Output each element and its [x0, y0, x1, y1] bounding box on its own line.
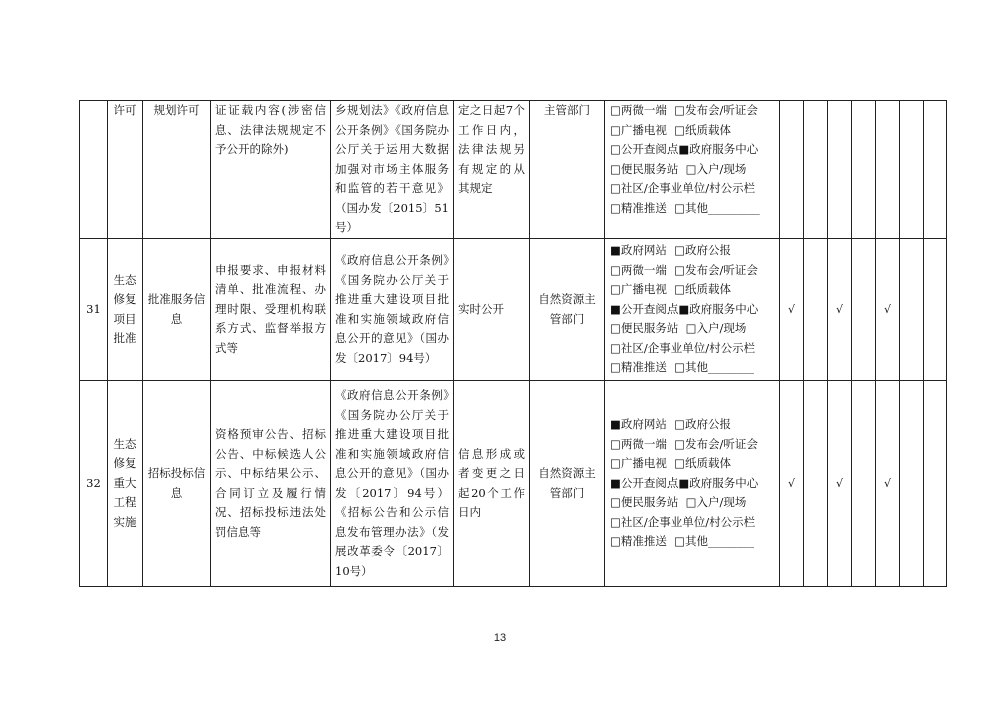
channel-line: □便民服务站 □入户/现场 [610, 321, 747, 336]
channel-line: □便民服务站 □入户/现场 [610, 161, 747, 176]
row-content: 申报要求、申报材料清单、批准流程、办理时限、受理机构联系方式、监督举报方式等 [211, 239, 331, 381]
mark-cell [924, 381, 947, 587]
mark-cell: √ [780, 381, 804, 587]
row-item: 规划许可 [143, 101, 211, 239]
mark-cell: √ [780, 239, 804, 381]
row-channels [605, 101, 780, 239]
mark-cell: √ [828, 381, 852, 587]
mark-cell [924, 239, 947, 381]
mark-cell [804, 381, 828, 587]
channel-line: □广播电视 □纸质载体 [610, 456, 732, 471]
channel-line: □精准推送 □其他_________ [610, 200, 760, 215]
row-category: 生态修复项目批准 [108, 239, 143, 381]
mark-cell [804, 239, 828, 381]
channel-line: ■公开查阅点■政府服务中心 [610, 475, 759, 490]
mark-cell: √ [876, 381, 900, 587]
mark-cell [852, 381, 876, 587]
row-channels [605, 381, 780, 587]
channel-line: ■政府网站 □政府公报 [610, 243, 732, 258]
row-channels [605, 239, 780, 381]
row-basis: 乡规划法》《政府信息公开条例》《国务院办公厅关于运用大数据加强对市场主体服务和监管的若干意见》（国办发〔2015〕51号） [331, 101, 454, 239]
row-time-limit: 定之日起7个工作日内，法律法规另有规定的从其规定 [454, 101, 530, 239]
mark-cell [828, 101, 852, 239]
table-row [80, 101, 947, 239]
row-index [80, 101, 108, 239]
row-index: 31 [80, 239, 108, 381]
row-department: 自然资源主管部门 [530, 381, 605, 587]
row-time-limit: 实时公开 [454, 239, 530, 381]
channel-line: □广播电视 □纸质载体 [610, 282, 732, 297]
channel-line: □两微一端 □发布会/听证会 [610, 436, 758, 451]
row-time-limit: 信息形成或者变更之日起20个工作日内 [454, 381, 530, 587]
disclosure-table [79, 100, 947, 587]
row-category: 生态修复重大工程实施 [108, 381, 143, 587]
channel-line: □社区/企事业单位/村公示栏 [610, 340, 756, 355]
page-number: 13 [493, 632, 507, 644]
channel-line: □社区/企事业单位/村公示栏 [610, 514, 756, 529]
row-basis: 《政府信息公开条例》《国务院办公厅关于推进重大建设项目批准和实施领域政府信息公开的意见》（国办发〔2017〕94号）《招标公告和公示信息发布管理办法》（发展改革委令〔2017〕10号） [331, 381, 454, 587]
channel-line: □广播电视 □纸质载体 [610, 122, 732, 137]
table-row [80, 239, 947, 381]
mark-cell [852, 239, 876, 381]
channel-line: □两微一端 □发布会/听证会 [610, 103, 758, 117]
row-item: 批准服务信息 [143, 239, 211, 381]
row-content: 证证载内容(涉密信息、法律法规规定不予公开的除外) [211, 101, 331, 239]
mark-cell [804, 101, 828, 239]
row-category: 许可 [108, 101, 143, 239]
channel-line: ■政府网站 □政府公报 [610, 417, 732, 432]
mark-cell: √ [876, 239, 900, 381]
mark-cell [924, 101, 947, 239]
channel-line: □精准推送 □其他________ [610, 360, 755, 375]
row-content: 资格预审公告、招标公告、中标候选人公示、中标结果公示、合同订立及履行情况、招标投标违法处罚信息等 [211, 381, 331, 587]
row-basis: 《政府信息公开条例》《国务院办公厅关于推进重大建设项目批准和实施领域政府信息公开的意见》（国办发〔2017〕94号） [331, 239, 454, 381]
table-row [80, 381, 947, 587]
row-department: 自然资源主管部门 [530, 239, 605, 381]
mark-cell [900, 381, 924, 587]
mark-cell: √ [828, 239, 852, 381]
mark-cell [900, 101, 924, 239]
mark-cell [852, 101, 876, 239]
channel-line: □社区/企事业单位/村公示栏 [610, 181, 756, 195]
row-department: 主管部门 [530, 101, 605, 239]
channel-line: □精准推送 □其他________ [610, 534, 755, 549]
mark-cell [900, 239, 924, 381]
channel-line: □公开查阅点■政府服务中心 [610, 142, 759, 156]
row-item: 招标投标信息 [143, 381, 211, 587]
channel-line: ■公开查阅点■政府服务中心 [610, 301, 759, 316]
mark-cell [780, 101, 804, 239]
channel-line: □便民服务站 □入户/现场 [610, 495, 747, 510]
mark-cell [876, 101, 900, 239]
row-index: 32 [80, 381, 108, 587]
channel-line: □两微一端 □发布会/听证会 [610, 262, 758, 277]
